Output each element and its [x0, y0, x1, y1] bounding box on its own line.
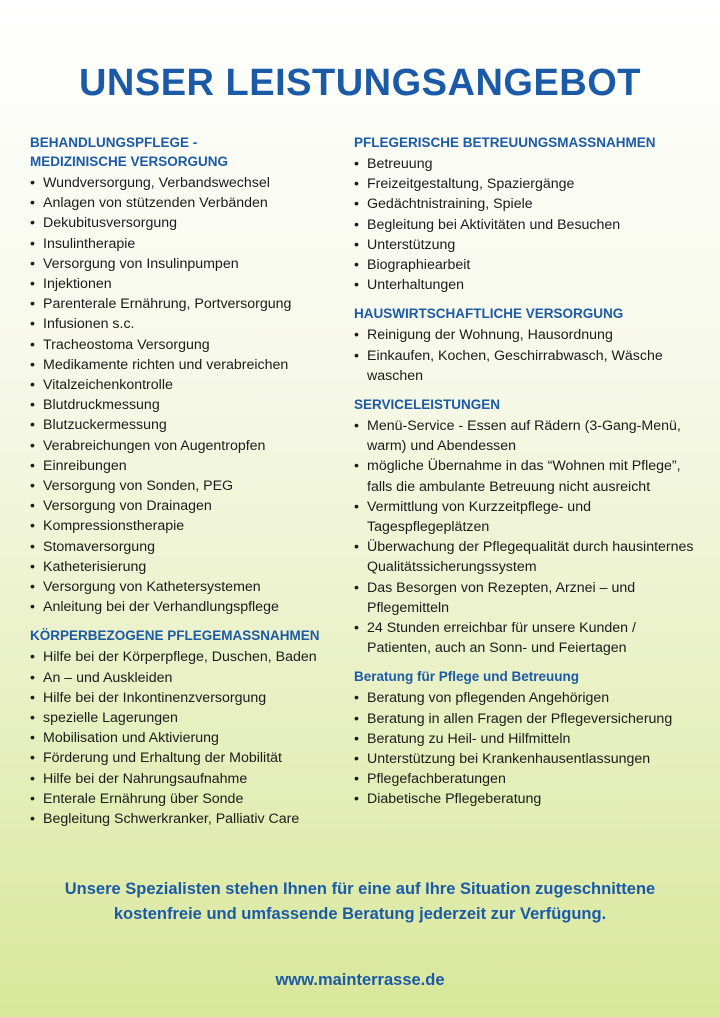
section-heading	[30, 133, 340, 171]
list-item: • Hilfe bei der Nahrungsaufnahme	[30, 769, 340, 789]
list-item: • Gedächtnistraining, Spiele	[354, 194, 694, 214]
service-list	[354, 416, 694, 658]
list-item: • Stomaversorgung	[30, 537, 340, 557]
closing-line: kostenfreie und umfassende Beratung jederzeit zur Verfügung.	[113, 905, 607, 923]
list-item: • Überwachung der Pflegequalität durch hausinternes Qualitätssicherungssystem	[354, 537, 694, 577]
list-item: • Hilfe bei der Körperpflege, Duschen, Baden	[30, 647, 340, 667]
list-item: • Insulintherapie	[30, 234, 340, 254]
list-item: • Betreuung	[354, 154, 694, 174]
section-heading-line: HAUSWIRTSCHAFTLICHE VERSORGUNG	[354, 306, 624, 322]
section-heading	[354, 667, 694, 686]
right-column	[354, 133, 694, 819]
list-item: • Vermittlung von Kurzzeitpflege- und Tagespflegeplätzen	[354, 497, 694, 537]
section-heading-line: BEHANDLUNGSPFLEGE -	[30, 135, 198, 150]
section-heading-line: PFLEGERISCHE BETREUUNGSMASSNAHMEN	[354, 135, 656, 150]
list-item: • Anleitung bei der Verhandlungspflege	[30, 597, 340, 617]
list-item: • Einreibungen	[30, 456, 340, 476]
list-item: • Beratung von pflegenden Angehörigen	[354, 688, 694, 708]
section-serviceleistungen	[354, 395, 694, 658]
list-item: • Katheterisierung	[30, 557, 340, 577]
section-behandlungspflege	[30, 133, 340, 617]
list-item: • Einkaufen, Kochen, Geschirrabwasch, Wäsche waschen	[354, 346, 694, 386]
list-item: • Begleitung Schwerkranker, Palliativ Care	[30, 809, 340, 829]
list-item: • Parenterale Ernährung, Portversorgung	[30, 294, 340, 314]
section-hauswirtschaft	[354, 304, 694, 386]
section-heading-line: MEDIZINISCHE VERSORGUNG	[30, 154, 229, 169]
section-heading	[354, 395, 694, 414]
closing-line: Unsere Spezialisten stehen Ihnen für eine auf Ihre Situation zugeschnittene	[64, 880, 656, 898]
section-koerperbezogene-pflege	[30, 626, 340, 829]
list-item: • Mobilisation und Aktivierung	[30, 728, 340, 748]
list-item: • An – und Auskleiden	[30, 668, 340, 688]
left-column	[30, 133, 340, 838]
list-item: • Medikamente richten und verabreichen	[30, 355, 340, 375]
service-list	[354, 688, 694, 809]
list-item: • Blutzuckermessung	[30, 415, 340, 435]
section-heading-line: Beratung für Pflege und Betreuung	[354, 669, 580, 685]
website-link[interactable]: www.mainterrasse.de	[275, 971, 445, 989]
list-item: • spezielle Lagerungen	[30, 708, 340, 728]
section-heading	[354, 304, 694, 323]
list-item: • Reinigung der Wohnung, Hausordnung	[354, 325, 694, 345]
list-item: • Menü-Service - Essen auf Rädern (3-Gang-Menü, warm) und Abendessen	[354, 416, 694, 456]
service-list	[30, 173, 340, 617]
list-item: • Begleitung bei Aktivitäten und Besuchen	[354, 215, 694, 235]
list-item: • Infusionen s.c.	[30, 314, 340, 334]
list-item: • Versorgung von Drainagen	[30, 496, 340, 516]
list-item: • Versorgung von Kathetersystemen	[30, 577, 340, 597]
list-item: • Das Besorgen von Rezepten, Arznei – und Pflegemitteln	[354, 578, 694, 618]
list-item: • 24 Stunden erreichbar für unsere Kunden / Patienten, auch an Sonn- und Feiertagen	[354, 618, 694, 658]
list-item: • Enterale Ernährung über Sonde	[30, 789, 340, 809]
list-item: • Diabetische Pflegeberatung	[354, 789, 694, 809]
list-item: • Blutdruckmessung	[30, 395, 340, 415]
list-item: • Pflegefachberatungen	[354, 769, 694, 789]
list-item: • Verabreichungen von Augentropfen	[30, 436, 340, 456]
section-heading	[354, 133, 694, 152]
section-heading-line: SERVICELEISTUNGEN	[354, 397, 501, 413]
list-item: • Wundversorgung, Verbandswechsel	[30, 173, 340, 193]
section-heading-line: KÖRPERBEZOGENE PFLEGEMASSNAHMEN	[30, 628, 320, 644]
list-item: • Injektionen	[30, 274, 340, 294]
list-item: • Versorgung von Insulinpumpen	[30, 254, 340, 274]
list-item: • Kompressionstherapie	[30, 516, 340, 536]
section-betreuungsmassnahmen	[354, 133, 694, 295]
list-item: • Unterhaltungen	[354, 275, 694, 295]
page-title: UNSER LEISTUNGSANGEBOT	[78, 62, 642, 104]
list-item: • Freizeitgestaltung, Spaziergänge	[354, 174, 694, 194]
list-item: • Beratung zu Heil- und Hilfmitteln	[354, 729, 694, 749]
list-item: • Hilfe bei der Inkontinenzversorgung	[30, 688, 340, 708]
list-item: • Anlagen von stützenden Verbänden	[30, 193, 340, 213]
service-list	[354, 325, 694, 386]
list-item: • mögliche Übernahme in das “Wohnen mit Pflege”, falls die ambulante Betreuung nicht ausreicht	[354, 456, 694, 496]
list-item: • Förderung und Erhaltung der Mobilität	[30, 748, 340, 768]
list-item: • Tracheostoma Versorgung	[30, 335, 340, 355]
list-item: • Vitalzeichenkontrolle	[30, 375, 340, 395]
closing-statement	[0, 877, 720, 927]
list-item: • Biographiearbeit	[354, 255, 694, 275]
list-item: • Unterstützung bei Krankenhausentlassungen	[354, 749, 694, 769]
section-heading	[30, 626, 340, 645]
list-item: • Unterstützung	[354, 235, 694, 255]
list-item: • Dekubitusversorgung	[30, 213, 340, 233]
service-list	[30, 647, 340, 829]
service-list	[354, 154, 694, 295]
list-item: • Versorgung von Sonden, PEG	[30, 476, 340, 496]
list-item: • Beratung in allen Fragen der Pflegeversicherung	[354, 709, 694, 729]
section-beratung	[354, 667, 694, 809]
